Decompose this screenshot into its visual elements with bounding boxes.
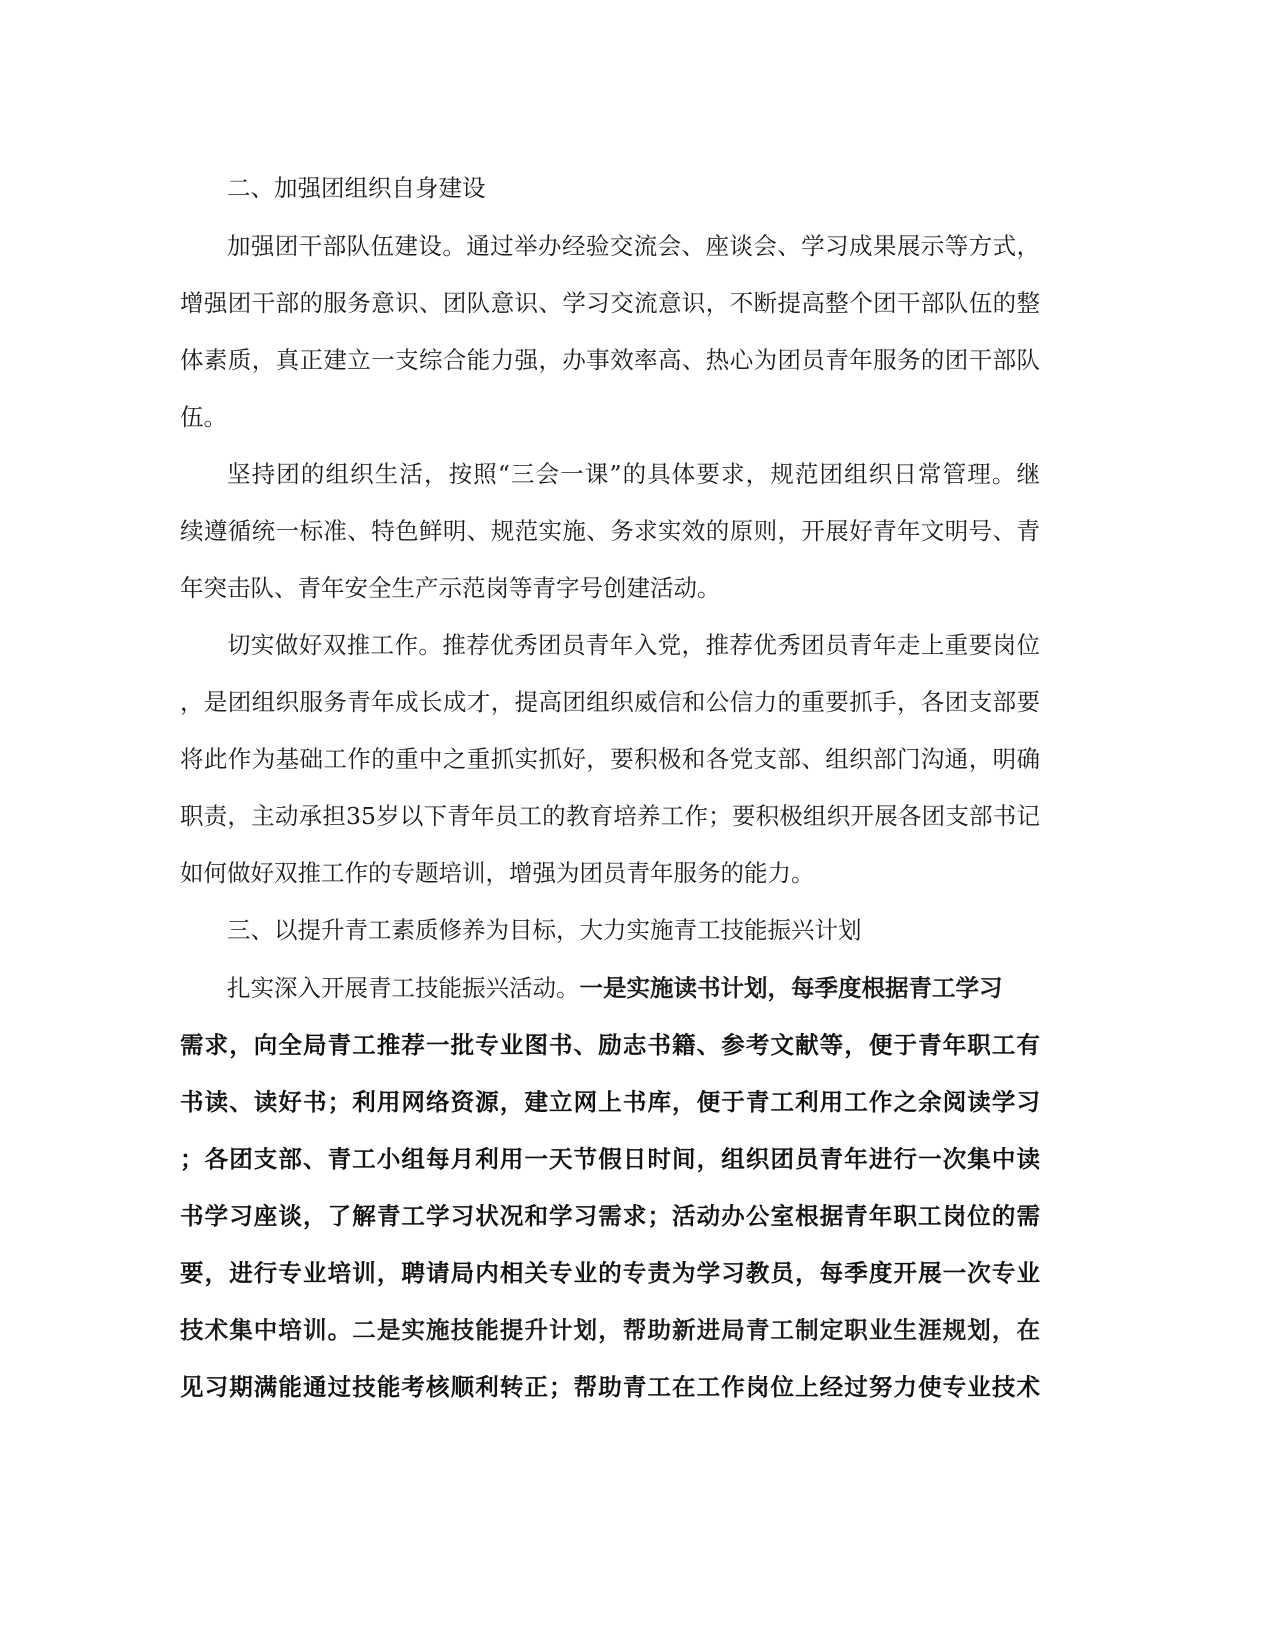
paragraph-bold-text: 一是实施读书计划，每季度根据青工学习 (579, 974, 1003, 1002)
paragraph-line: 续遵循统一标准、特色鲜明、规范实施、务求实效的原则，开展好青年文明号、青 (180, 517, 1040, 545)
document-body (180, 160, 1040, 1416)
paragraph-line: 切实做好双推工作。推荐优秀团员青年入党，推荐优秀团员青年走上重要岗位 (227, 631, 1040, 659)
paragraph-line (180, 960, 1040, 1017)
paragraph-line: 伍。 (180, 403, 227, 431)
paragraph-line: 将此作为基础工作的重中之重抓实抓好，要积极和各党支部、组织部门沟通，明确 (180, 745, 1040, 773)
paragraph-line: 如何做好双推工作的专题培训，增强为团员青年服务的能力。 (180, 859, 815, 887)
paragraph-line: 书读、读好书；利用网络资源，建立网上书库，便于青工利用工作之余阅读学习 (180, 1088, 1040, 1116)
paragraph-bold-text: 二是实施技能提升计划，帮助新进局青工制定职业生涯规划，在 (352, 1316, 1041, 1344)
paragraph-line: ；各团支部、青工小组每月利用一天节假日时间，组织团员青年进行一次集中读 (180, 1145, 1040, 1173)
section-heading-3: 三、以提升青工素质修养为目标，大力实施青工技能振兴计划 (227, 916, 862, 944)
paragraph-line: 加强团干部队伍建设。通过举办经验交流会、座谈会、学习成果展示等方式， (227, 232, 1040, 260)
paragraph-line: 增强团干部的服务意识、团队意识、学习交流意识，不断提高整个团干部队伍的整 (180, 289, 1040, 317)
paragraph-line: 书学习座谈，了解青工学习状况和学习需求；活动办公室根据青年职工岗位的需 (180, 1202, 1040, 1230)
paragraph-line: 需求，向全局青工推荐一批专业图书、励志书籍、参考文献等，便于青年职工有 (180, 1031, 1040, 1059)
section-heading-2: 二、加强团组织自身建设 (227, 174, 486, 202)
paragraph-line: 职责，主动承担35岁以下青年员工的教育培养工作；要积极组织开展各团支部书记 (180, 802, 1040, 830)
paragraph-line: ，是团组织服务青年成长成才，提高团组织威信和公信力的重要抓手，各团支部要 (180, 688, 1040, 716)
paragraph-bold-text: 技术集中培训。 (180, 1316, 353, 1344)
paragraph-line: 要，进行专业培训，聘请局内相关专业的专责为学习教员，每季度开展一次专业 (180, 1259, 1040, 1287)
paragraph-line: 年突击队、青年安全生产示范岗等青字号创建活动。 (180, 574, 721, 602)
paragraph-line: 体素质，真正建立一支综合能力强，办事效率高、热心为团员青年服务的团干部队 (180, 346, 1040, 374)
paragraph-line (180, 1302, 1040, 1359)
paragraph-line: 坚持团的组织生活，按照“三会一课”的具体要求，规范团组织日常管理。继 (227, 460, 1040, 488)
paragraph-line: 见习期满能通过技能考核顺利转正；帮助青工在工作岗位上经过努力使专业技术 (180, 1373, 1040, 1401)
paragraph-lead-text: 扎实深入开展青工技能振兴活动。 (227, 974, 580, 1002)
